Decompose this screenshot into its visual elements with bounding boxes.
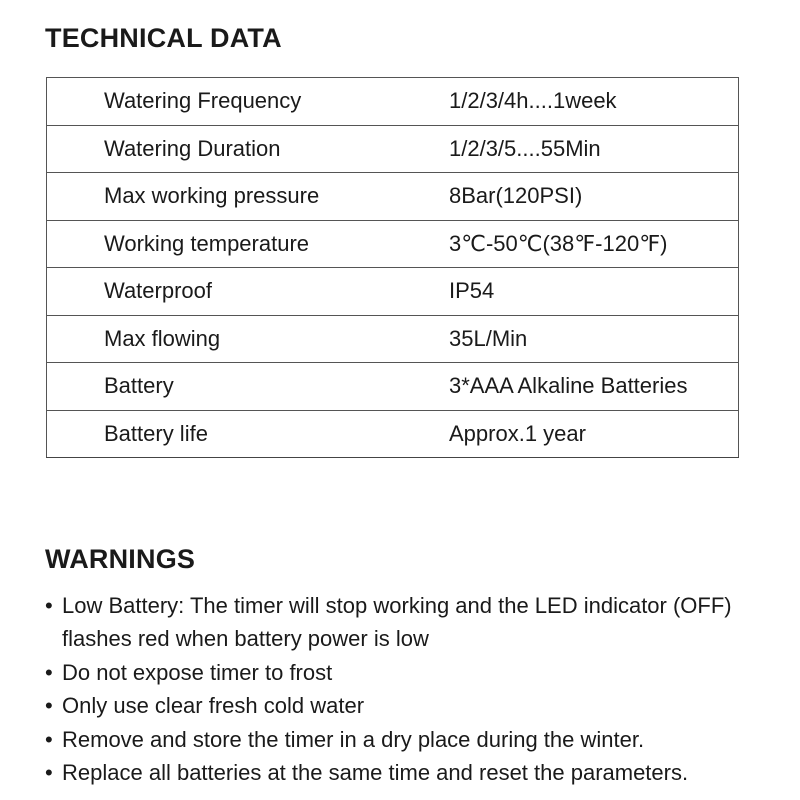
list-item [45, 723, 790, 756]
bullet-icon: • [45, 726, 53, 752]
table-row [47, 315, 739, 363]
param-value: 1/2/3/4h....1week [449, 78, 739, 126]
param-value: 3*AAA Alkaline Batteries [449, 363, 739, 411]
param-label: Max flowing [47, 315, 450, 363]
technical-data-table [46, 77, 739, 458]
table-row [47, 410, 739, 458]
list-item [45, 656, 790, 689]
technical-data-heading: TECHNICAL DATA [45, 23, 282, 53]
warning-text: Replace all batteries at the same time and reset the parameters. [62, 760, 689, 786]
param-value: 8Bar(120PSI) [449, 173, 739, 221]
bullet-icon: • [45, 593, 53, 618]
warning-text: Only use clear fresh cold water [62, 693, 365, 719]
param-label: Watering Frequency [47, 78, 450, 126]
param-label: Battery [47, 363, 450, 411]
warning-text: Do not expose timer to frost [62, 659, 333, 685]
param-label: Working temperature [47, 220, 450, 268]
param-value: 3℃-50℃(38℉-120℉) [449, 220, 739, 268]
warnings-list [45, 589, 790, 789]
param-label: Battery life [47, 410, 450, 458]
param-label: Watering Duration [47, 125, 450, 173]
list-item [45, 689, 790, 722]
list-item [45, 589, 790, 656]
param-value: Approx.1 year [449, 410, 739, 458]
warning-text: Remove and store the timer in a dry place during the winter. [62, 726, 645, 752]
param-value: 35L/Min [449, 315, 739, 363]
table-row [47, 220, 739, 268]
bullet-icon: • [45, 693, 53, 719]
param-value: IP54 [449, 268, 739, 316]
warning-text: Low Battery: The timer will stop working and the LED indicator (OFF) flashes red when battery power is low [62, 593, 732, 652]
param-value: 1/2/3/5....55Min [449, 125, 739, 173]
table-row [47, 173, 739, 221]
bullet-icon: • [45, 760, 53, 786]
table-row [47, 125, 739, 173]
bullet-icon: • [45, 659, 53, 685]
list-item [45, 756, 790, 789]
param-label: Max working pressure [47, 173, 450, 221]
param-label: Waterproof [47, 268, 450, 316]
warnings-heading: WARNINGS [45, 544, 196, 574]
table-row [47, 268, 739, 316]
table-row [47, 363, 739, 411]
table-row [47, 78, 739, 126]
